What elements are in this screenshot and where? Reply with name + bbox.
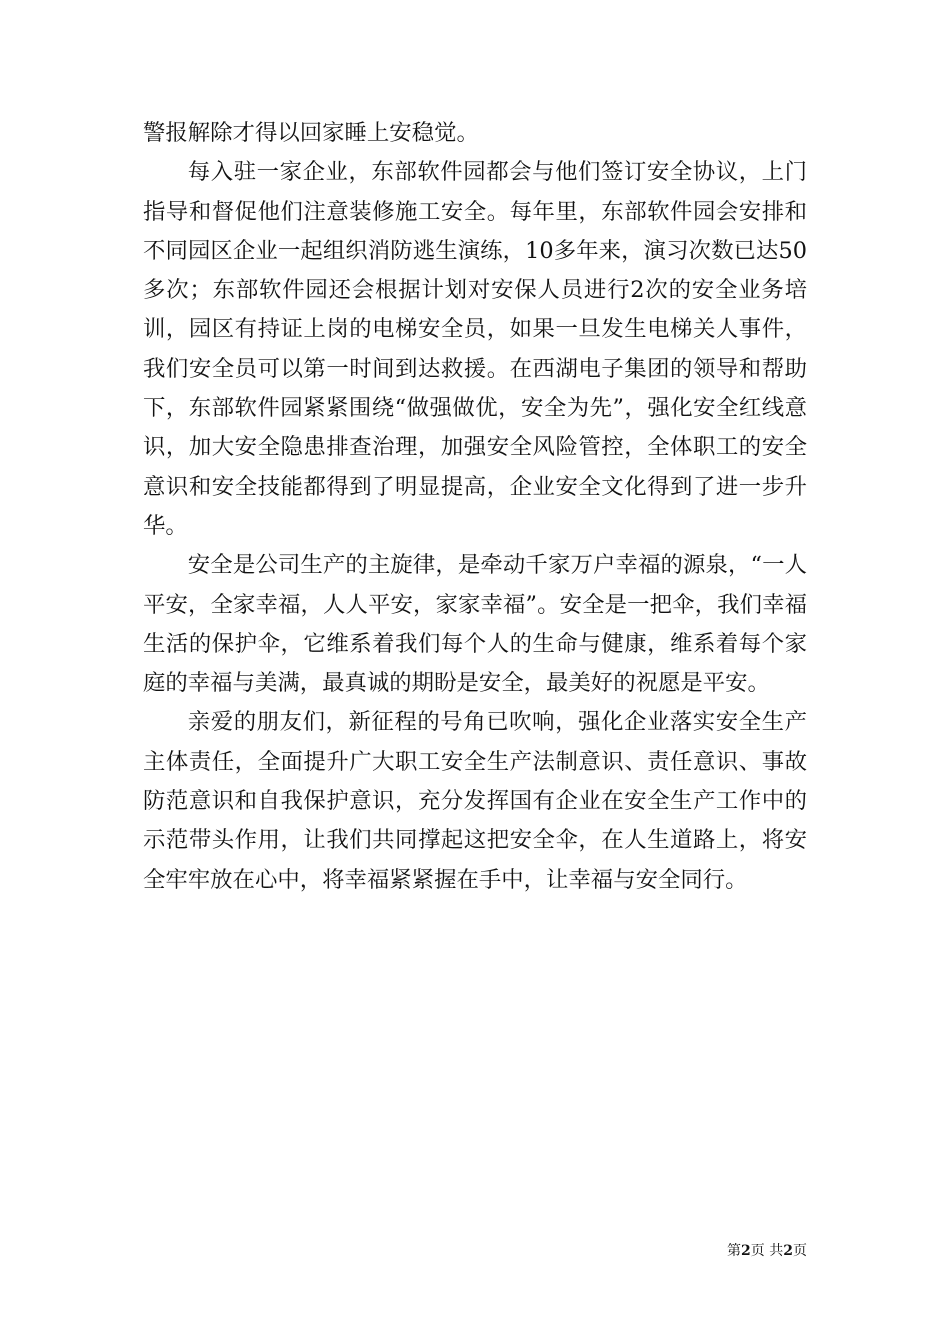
- paragraph-closing: 亲爱的朋友们，新征程的号角已吹响，强化企业落实安全生产主体责任，全面提升广大职工安全生产法制意识、责任意识、事故防范意识和自我保护意识，充分发挥国有企业在安全生产工作中的示范带头作用，让我们共同撑起这把安全伞，在人生道路上，将安全牢牢放在心中，将幸福紧紧握在手中，让幸福与安全同行。: [143, 709, 807, 893]
- footer-prefix: 第: [727, 1243, 742, 1259]
- footer-suffix: 页: [793, 1243, 807, 1259]
- footer-total-pages: 2: [783, 1243, 793, 1259]
- footer-middle: 页 共: [750, 1243, 784, 1259]
- paragraph-continuation: 警报解除才得以回家睡上安稳觉。: [143, 120, 479, 146]
- paragraph-safety-umbrella: 安全是公司生产的主旋律，是牵动千家万户幸福的源泉，“一人平安，全家幸福，人人平安，家家幸福”。安全是一把伞，我们幸福生活的保护伞，它维系着我们每个人的生命与健康，维系着每个家庭的幸福与美满，最真诚的期盼是安全，最美好的祝愿是平安。: [143, 552, 807, 697]
- page-number-footer: [727, 1242, 807, 1260]
- document-body: [143, 114, 807, 900]
- paragraph-park-safety: 每入驻一家企业，东部软件园都会与他们签订安全协议，上门指导和督促他们注意装修施工安全。每年里，东部软件园会安排和不同园区企业一起组织消防逃生演练，10多年来，演习次数已达50多次；东部软件园还会根据计划对安保人员进行2次的安全业务培训，园区有持证上岗的电梯安全员，如果一旦发生电梯关人事件，我们安全员可以第一时间到达救援。在西湖电子集团的领导和帮助下，东部软件园紧紧围绕“做强做优，安全为先”，强化安全红线意识，加大安全隐患排查治理，加强安全风险管控，全体职工的安全意识和安全技能都得到了明显提高，企业安全文化得到了进一步升华。: [143, 159, 807, 539]
- footer-current-page: 2: [741, 1243, 751, 1259]
